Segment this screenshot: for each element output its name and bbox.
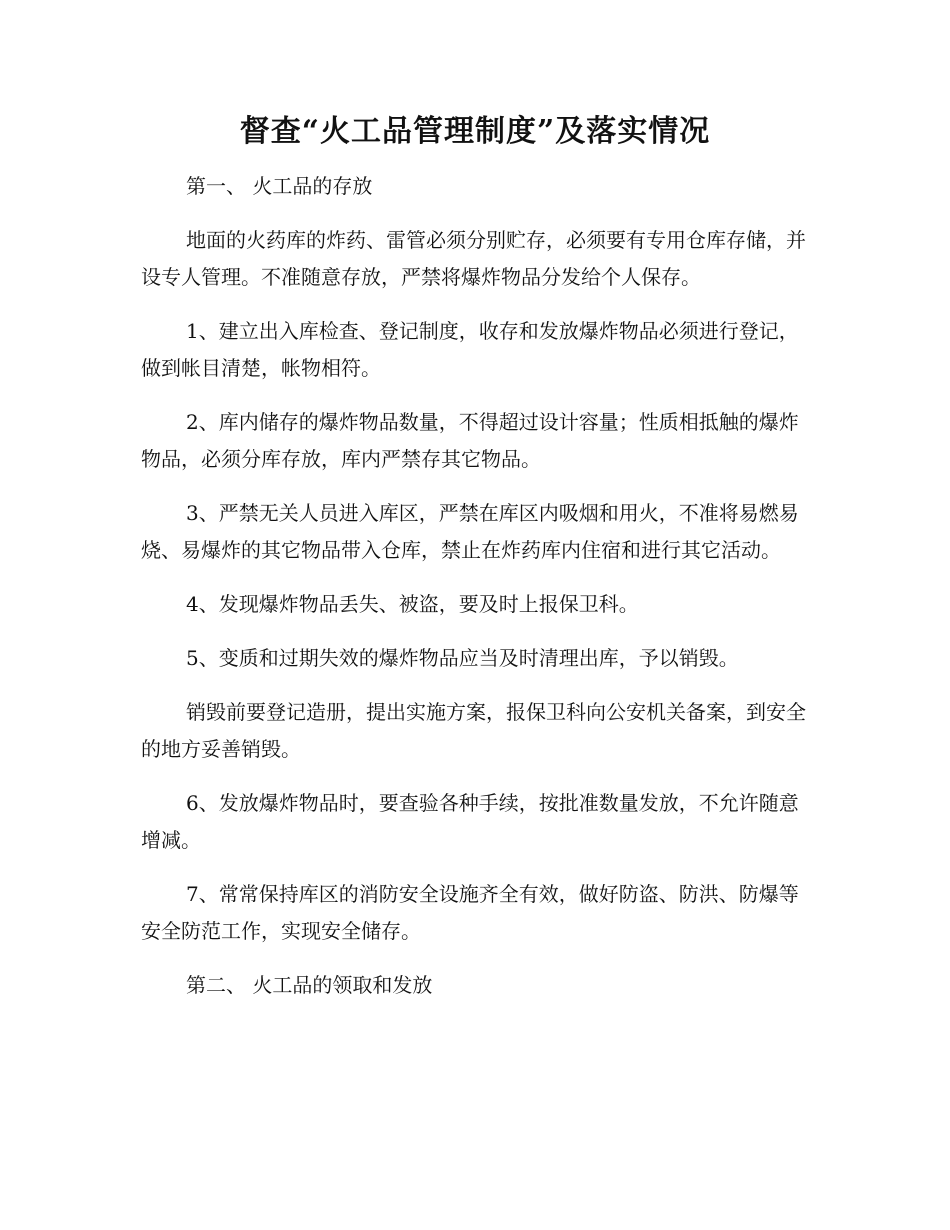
section-heading-storage: 第一、 火工品的存放 [186,174,373,198]
section-heading-issuance: 第二、 火工品的领取和发放 [186,973,433,997]
document-title: 督查“火工品管理制度”及落实情况 [239,114,711,149]
paragraph-item-6: 6、发放爆炸物品时，要查验各种手续，按批准数量发放，不允许随意增减。 [141,791,799,852]
paragraph-item-3: 3、严禁无关人员进入库区，严禁在库区内吸烟和用火，不准将易燃易烧、易爆炸的其它物品带入仓库，禁止在炸药库内住宿和进行其它活动。 [141,501,799,562]
paragraph-item-7: 7、常常保持库区的消防安全设施齐全有效，做好防盗、防洪、防爆等安全防范工作，实现安全储存。 [141,882,799,943]
paragraph-item-2: 2、库内储存的爆炸物品数量，不得超过设计容量；性质相抵触的爆炸物品，必须分库存放，库内严禁存其它物品。 [141,410,799,471]
paragraph-destruction: 销毁前要登记造册，提出实施方案，报保卫科向公安机关备案，到安全的地方妥善销毁。 [141,700,806,761]
document-body [141,168,809,1021]
paragraph-item-4: 4、发现爆炸物品丢失、被盗，要及时上报保卫科。 [186,592,639,616]
paragraph-item-1: 1、建立出入库检查、登记制度，收存和发放爆炸物品必须进行登记，做到帐目清楚，帐物相符。 [141,319,799,380]
paragraph-storage-intro: 地面的火药库的炸药、雷管必须分别贮存，必须要有专用仓库存储，并设专人管理。不准随意存放，严禁将爆炸物品分发给个人保存。 [141,228,806,289]
paragraph-item-5: 5、变质和过期失效的爆炸物品应当及时清理出库，予以销毁。 [186,646,739,670]
